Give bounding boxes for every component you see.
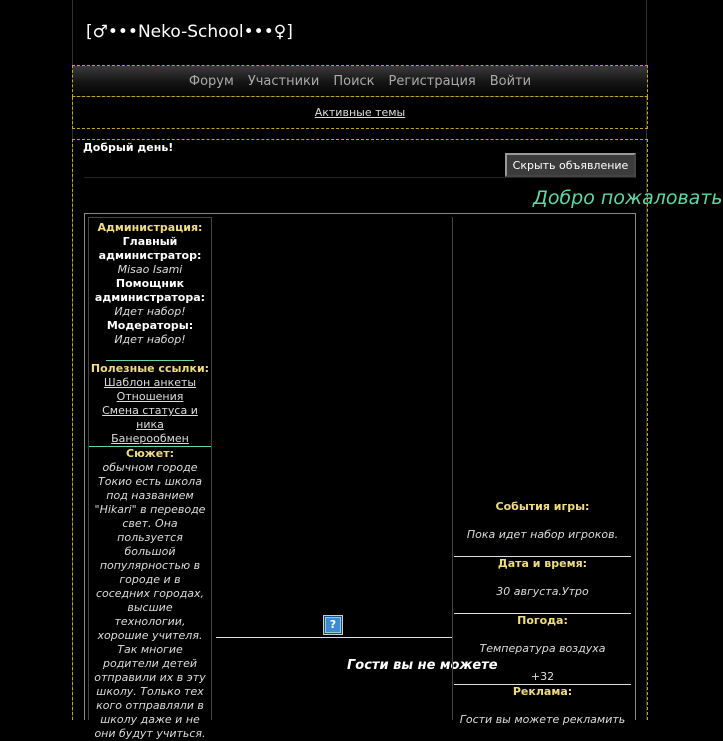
welcome-marquee: Добро пожаловать bbox=[533, 187, 723, 209]
link-status-change[interactable]: Смена статуса и ника bbox=[102, 404, 198, 431]
left-info-column bbox=[88, 217, 212, 740]
events-heading: События игры: bbox=[495, 500, 590, 513]
plot-text: обычном городе Токио есть школа под названием "Hikari" в переводе свет. Она пользуется большой популярностью в городе и в соседних городах, высшие технологии, хорошие учителя. Так многие родители детей отправили их в эту школу. Только тех кого отправляли в школу даже и не они будут учиться. bbox=[94, 461, 206, 740]
divider bbox=[216, 637, 452, 638]
site-title: [♂•••Neko-School•••♀] bbox=[86, 22, 293, 42]
main-navbar bbox=[72, 65, 648, 97]
hide-announcement-button[interactable]: Скрыть объявление bbox=[505, 153, 636, 177]
guests-marquee: Гости вы не можете bbox=[347, 658, 498, 673]
nav-login[interactable]: Войти bbox=[489, 73, 532, 89]
nav-search[interactable]: Поиск bbox=[333, 73, 375, 89]
plot-heading: Сюжет: bbox=[126, 447, 174, 460]
moderators-value: Идет набор! bbox=[114, 333, 186, 346]
links-heading: Полезные ссылки: bbox=[90, 362, 210, 375]
nav-register[interactable]: Регистрация bbox=[388, 73, 476, 89]
ads-heading: Реклама: bbox=[512, 685, 573, 698]
nav-members[interactable]: Участники bbox=[247, 73, 320, 89]
link-banner-exchange[interactable]: Банерообмен bbox=[111, 432, 189, 445]
weather-text: Температура воздуха bbox=[479, 642, 606, 655]
weather-heading: Погода: bbox=[517, 614, 568, 627]
assistant-value: Идет набор! bbox=[114, 305, 186, 318]
divider bbox=[84, 177, 636, 178]
nav-forum[interactable]: Форум bbox=[188, 73, 234, 89]
events-text: Пока идет набор игроков. bbox=[466, 528, 619, 541]
link-relations[interactable]: Отношения bbox=[116, 390, 184, 403]
link-application-template[interactable]: Шаблон анкеты bbox=[103, 376, 197, 389]
datetime-text: 30 августа.Утро bbox=[496, 585, 589, 598]
active-topics-link[interactable]: Активные темы bbox=[314, 106, 406, 119]
sub-navbar bbox=[72, 97, 648, 129]
ads-text: Гости вы можете рекламить bbox=[459, 713, 626, 726]
moderators-label: Модераторы: bbox=[106, 319, 194, 332]
weather-value: +32 bbox=[530, 670, 555, 683]
greeting-text: Добрый день! bbox=[83, 141, 174, 154]
middle-column bbox=[215, 217, 498, 720]
chief-admin-name: Misao Isami bbox=[117, 263, 183, 276]
chief-admin-label: Главный администратор: bbox=[98, 235, 202, 262]
datetime-heading: Дата и время: bbox=[497, 557, 588, 570]
assistant-label: Помощник администратора: bbox=[94, 277, 206, 304]
help-icon[interactable]: ? bbox=[323, 615, 343, 635]
admin-heading: Администрация: bbox=[97, 221, 203, 234]
